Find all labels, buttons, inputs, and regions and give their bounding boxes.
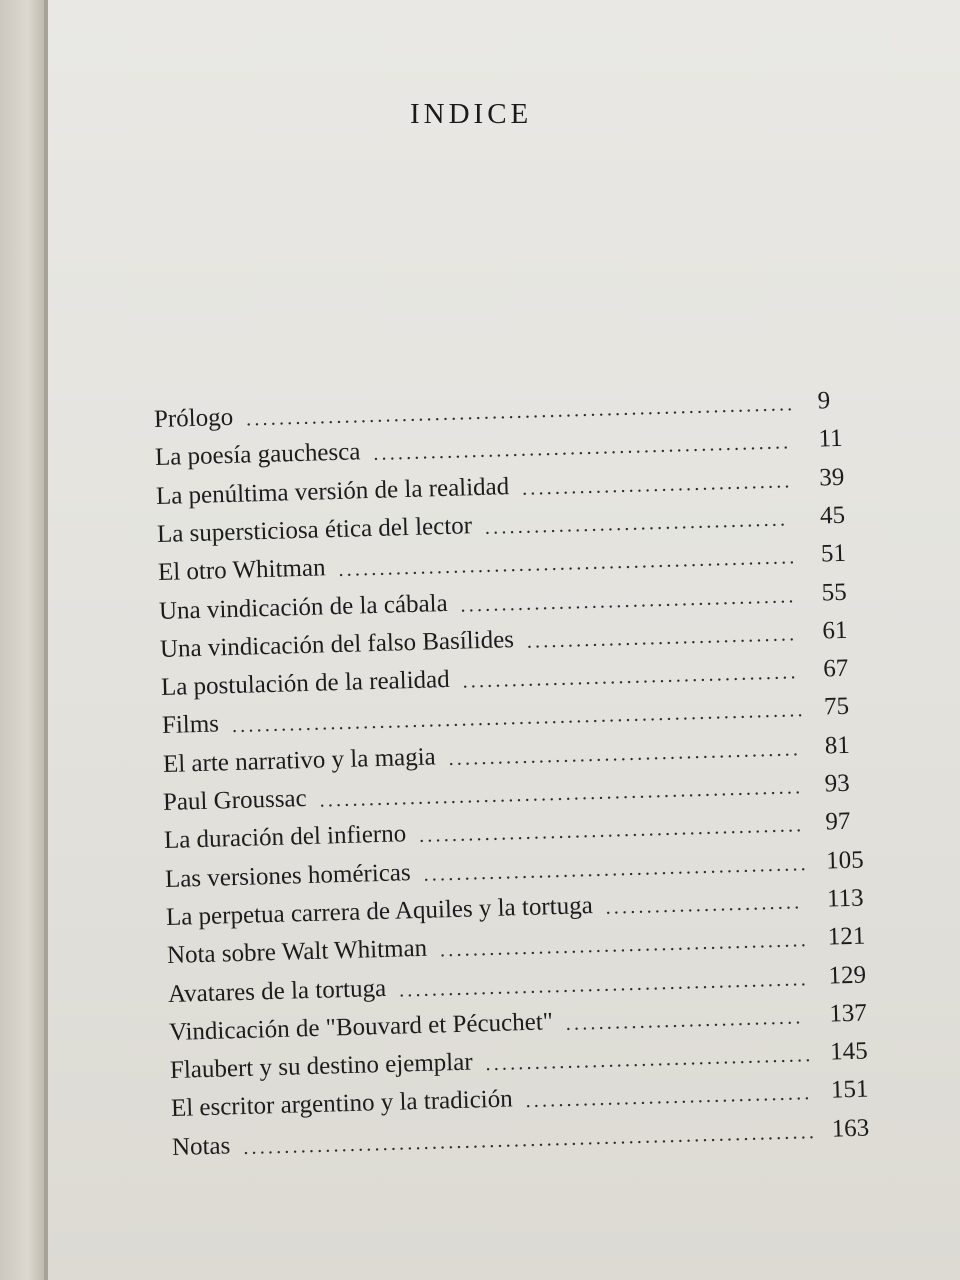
toc-entry-page: 105 [826, 846, 865, 875]
toc-entry-page: 151 [830, 1075, 869, 1104]
toc-entry-page: 51 [820, 539, 847, 568]
toc-entry-title: Prólogo [153, 403, 234, 433]
toc-entry-title: Una vindicación de la cábala [158, 589, 448, 625]
toc-entry-title: El otro Whitman [157, 554, 326, 587]
dot-leader: ................................................................... [245, 393, 796, 431]
dot-leader: .................................................. [398, 967, 810, 1002]
toc-entry-title: La perpetua carrera de Aquiles y la tortuga [165, 891, 594, 931]
dot-leader: ............................................. [439, 929, 810, 962]
toc-entry-page: 93 [824, 769, 851, 798]
dot-leader: ................................. [521, 469, 793, 500]
dot-leader: ...................................................................... [242, 1120, 818, 1159]
toc-entry-page: 11 [818, 425, 843, 453]
dot-leader: ............................. [565, 1006, 804, 1035]
toc-entry-title: La supersticiosa ética del lector [156, 512, 473, 548]
toc-entry-page: 9 [817, 387, 831, 415]
toc-entry-page: 75 [823, 693, 849, 721]
toc-entry-title: Paul Groussac [163, 784, 308, 816]
toc-entry-title: Flaubert y su destino ejemplar [169, 1048, 474, 1085]
toc-entry-title: Nota sobre Walt Whitman [166, 934, 428, 970]
toc-entry-page: 163 [831, 1114, 870, 1143]
toc-entry-title: Notas [171, 1132, 231, 1161]
toc-entry-page: 67 [822, 654, 849, 683]
toc-entry-page: 81 [823, 731, 850, 760]
toc-entry-title: El escritor argentino y la tradición [170, 1085, 514, 1123]
dot-leader: ..................................... [484, 508, 789, 539]
toc-entry-page: 137 [829, 999, 868, 1028]
dot-leader: ........................................................ [337, 546, 798, 582]
toc-entry-title: La poesía gauchesca [154, 438, 361, 472]
toc-entry-page: 39 [818, 463, 845, 492]
toc-entry-page: 129 [828, 961, 867, 990]
dot-leader: ............................................... [419, 814, 806, 848]
dot-leader: ............................................... [423, 852, 810, 886]
dot-leader: ........................................ [485, 1044, 814, 1076]
toc-entry-title: Las versiones homéricas [164, 858, 412, 893]
toc-entry-title: La duración del infierno [164, 820, 407, 855]
dot-leader: ........................................................... [319, 776, 805, 812]
dot-leader: ........................................... [447, 737, 801, 770]
dot-leader: ................................. [526, 623, 798, 653]
dot-leader: ......................................... [461, 661, 799, 693]
toc-entry-title: La penúltima versión de la realidad [155, 472, 510, 510]
toc-entry-title: La postulación de la realidad [160, 666, 450, 702]
toc-entry-title: Vindicación de "Bouvard et Pécuchet" [168, 1008, 554, 1046]
toc-entry-title: El arte narrativo y la magia [162, 743, 436, 778]
toc-entry-page: 121 [827, 922, 866, 951]
page-title: INDICE [410, 98, 533, 130]
dot-leader: ................................... [525, 1082, 813, 1113]
toc-entry-title: Films [161, 710, 219, 740]
toc-entry-page: 113 [826, 884, 865, 913]
toc-entry-page: 61 [821, 616, 848, 645]
dot-leader: ......................................... [459, 584, 797, 617]
dot-leader: ................................................... [372, 431, 792, 466]
toc-entry-page: 97 [825, 808, 852, 836]
toc-entry-title: Una vindicación del falso Basílides [159, 625, 514, 663]
dot-leader: ...................................................................... [231, 699, 806, 738]
toc-entry-title: Avatares de la tortuga [167, 974, 387, 1008]
toc-entry-page: 145 [829, 1037, 869, 1066]
dot-leader: ........................ [605, 891, 803, 919]
toc-entry-page: 45 [819, 501, 846, 530]
toc-entry-page: 55 [821, 578, 847, 606]
